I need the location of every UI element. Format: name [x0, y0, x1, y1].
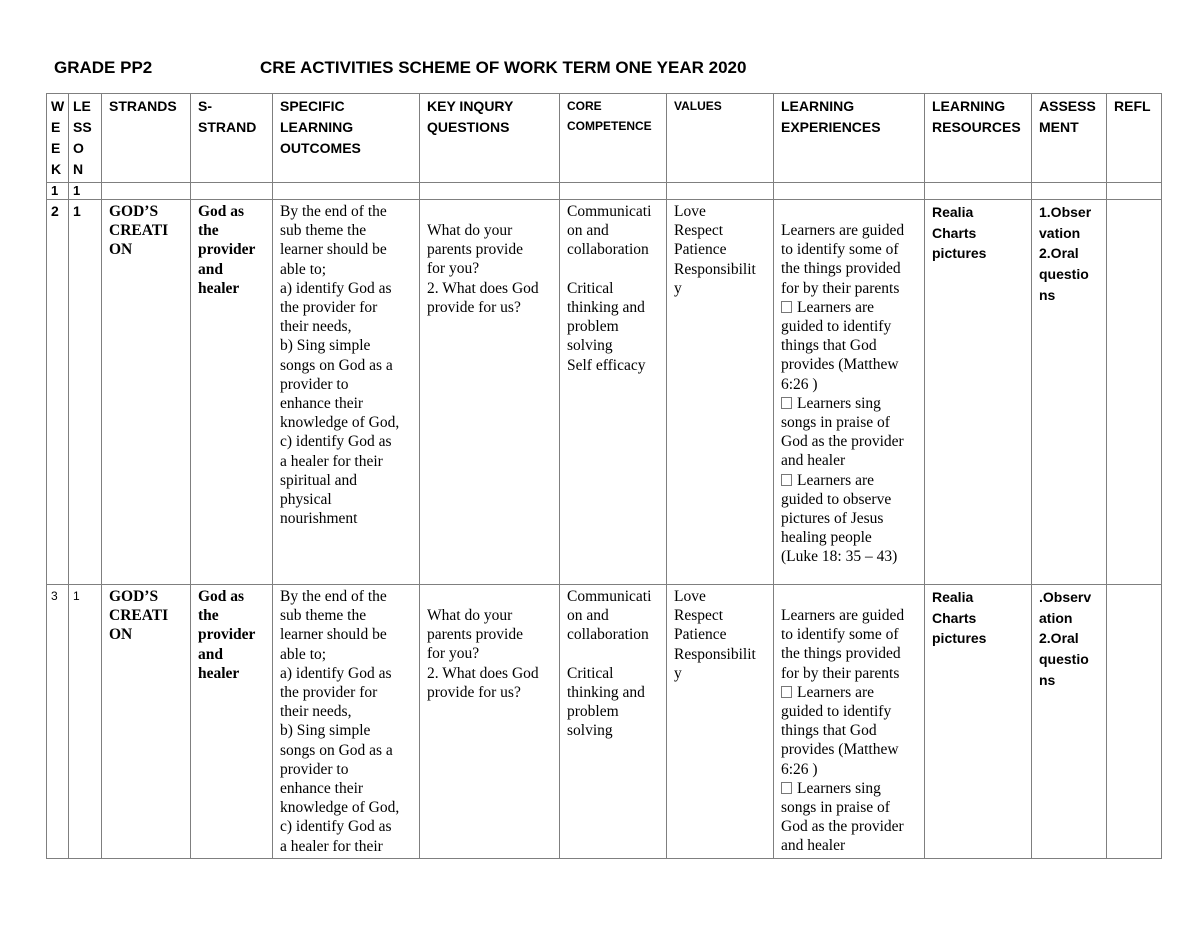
col-resources	[925, 94, 1032, 183]
bullet-text: things that God	[781, 337, 877, 355]
text-line: Communicati	[567, 588, 652, 605]
text-line: able to;	[280, 260, 327, 278]
text-line: GOD’S	[109, 588, 159, 605]
col-week	[47, 94, 69, 183]
questions-cell	[420, 200, 560, 585]
text-line: E	[51, 140, 61, 156]
bullet-box-icon	[781, 397, 792, 409]
text-line: God as	[198, 203, 245, 220]
header-row	[47, 94, 1162, 183]
bullet-line	[781, 336, 917, 355]
text-line: for by their parents	[781, 664, 900, 682]
bullet-line	[781, 760, 917, 779]
text-line: y	[674, 279, 682, 297]
bullet-box-icon	[781, 301, 792, 313]
text-line: nourishment	[280, 510, 358, 528]
text-line: Love	[674, 588, 706, 605]
text-line: ASSESS	[1039, 98, 1096, 114]
text-line: the provider for	[280, 684, 378, 702]
week-cell: 3	[47, 585, 69, 859]
text-line: GOD’S	[109, 203, 159, 220]
text-line: learner should be	[280, 241, 387, 259]
strand-cell	[102, 585, 191, 859]
empty-cell	[191, 183, 273, 200]
text-line: Love	[674, 203, 706, 220]
reflection-cell	[1107, 585, 1162, 859]
text-line: 2.Oral	[1039, 630, 1079, 647]
text-line: God as	[198, 588, 245, 605]
text-line: CREATI	[109, 222, 169, 240]
experiences-intro	[781, 221, 917, 298]
text-line: b) Sing simple	[280, 722, 371, 740]
text-line: able to;	[280, 645, 327, 663]
text-line: Respect	[674, 607, 724, 625]
text-line: to identify some of	[781, 626, 899, 644]
bullet-line	[781, 317, 917, 336]
text-line: collaboration	[567, 241, 649, 259]
bullet-text: Learners are	[797, 298, 875, 316]
text-line: questio	[1039, 266, 1089, 283]
text-line: What do your	[427, 222, 513, 239]
text-line: LEARNING	[932, 98, 1006, 114]
text-line: provide for us?	[427, 683, 521, 701]
text-line: By the end of the	[280, 588, 387, 605]
experiences-bullets	[781, 298, 917, 567]
text-line: Charts	[932, 609, 977, 626]
scheme-title: CRE ACTIVITIES SCHEME OF WORK TERM ONE YEAR 2020	[260, 58, 747, 77]
col-sub-strand	[191, 94, 273, 183]
text-line: knowledge of God,	[280, 414, 400, 432]
text-line: healer	[198, 279, 240, 297]
lesson-cell: 1	[69, 200, 102, 585]
text-line: healer	[198, 664, 240, 682]
bullet-text: songs in praise of	[781, 414, 890, 432]
assessment-cell	[1032, 585, 1107, 859]
questions-text	[427, 606, 552, 702]
text-line: ns	[1039, 286, 1056, 303]
text-line: S-	[198, 98, 212, 114]
text-line: QUESTIONS	[427, 119, 510, 135]
col-assessment	[1032, 94, 1107, 183]
numbering-week: 1	[47, 183, 69, 200]
text-line: Patience	[674, 626, 727, 644]
bullet-text: healing people	[781, 529, 872, 547]
experiences-bullets	[781, 683, 917, 856]
text-line: Responsibilit	[674, 645, 756, 663]
text-line: c) identify God as	[280, 433, 392, 451]
text-line: CORE	[567, 99, 602, 113]
col-strands: STRANDS	[102, 94, 191, 183]
outcomes-cell	[273, 200, 420, 585]
bullet-text: songs in praise of	[781, 799, 890, 817]
text-line: provider to	[280, 375, 349, 393]
text-line: a healer for their	[280, 452, 383, 470]
text-line: and	[198, 260, 223, 278]
bullet-line	[781, 528, 917, 547]
text-line: ON	[109, 626, 133, 644]
text-line: a) identify God as	[280, 664, 392, 682]
text-line: E	[51, 119, 61, 135]
bullet-text: pictures of Jesus	[781, 510, 884, 528]
text-line: O	[73, 140, 84, 156]
bullet-text: (Luke 18: 35 – 43)	[781, 548, 898, 566]
bullet-line	[781, 432, 917, 451]
text-line: .Observ	[1039, 589, 1092, 605]
text-line: the provider for	[280, 299, 378, 317]
table-row	[47, 585, 1162, 859]
text-line: LEARNING	[781, 98, 855, 114]
text-line: KEY INQURY	[427, 98, 514, 114]
competence-secondary	[567, 664, 659, 741]
text-line: c) identify God as	[280, 818, 392, 836]
bullet-line	[781, 702, 917, 721]
experiences-cell	[774, 585, 925, 859]
competence-primary	[567, 587, 659, 645]
experiences-intro	[781, 606, 917, 683]
text-line: ation	[1039, 609, 1073, 626]
text-line: Patience	[674, 241, 727, 259]
bullet-text: and healer	[781, 837, 846, 855]
text-line: a healer for their	[280, 837, 383, 855]
text-line: STRAND	[198, 119, 257, 135]
text-line: RESOURCES	[932, 119, 1021, 135]
text-line: physical	[280, 491, 332, 509]
sub-strand-cell	[191, 200, 273, 585]
text-line: ON	[109, 241, 133, 259]
text-line: problem	[567, 703, 619, 721]
text-line: a) identify God as	[280, 279, 392, 297]
col-lesson	[69, 94, 102, 183]
bullet-line	[781, 394, 917, 413]
text-line: vation	[1039, 224, 1081, 241]
resources-cell	[925, 200, 1032, 585]
text-line: for you?	[427, 645, 480, 663]
grade-label: GRADE PP2	[54, 58, 153, 77]
bullet-text: guided to identify	[781, 318, 892, 336]
text-line: for by their parents	[781, 279, 900, 297]
bullet-text: guided to identify	[781, 703, 892, 721]
reflection-cell	[1107, 200, 1162, 585]
bullet-text: provides (Matthew	[781, 741, 899, 759]
bullet-text: 6:26 )	[781, 760, 818, 778]
text-line: learner should be	[280, 626, 387, 644]
text-line: parents provide	[427, 241, 523, 259]
text-line: provider	[198, 241, 256, 259]
text-line: Charts	[932, 224, 977, 241]
text-line: Realia	[932, 204, 974, 220]
text-line: K	[51, 161, 62, 177]
text-line: on and	[567, 222, 609, 240]
text-line: sub theme the	[280, 222, 367, 240]
text-line: and	[198, 645, 223, 663]
col-questions	[420, 94, 560, 183]
bullet-line	[781, 298, 917, 317]
empty-cell	[420, 183, 560, 200]
text-line: LE	[73, 98, 91, 114]
text-line: Communicati	[567, 203, 652, 220]
values-cell	[667, 200, 774, 585]
values-cell	[667, 585, 774, 859]
text-line: questio	[1039, 651, 1089, 668]
week-cell: 2	[47, 200, 69, 585]
bullet-line	[781, 375, 917, 394]
text-line: SPECIFIC	[280, 98, 345, 114]
text-line: CREATI	[109, 607, 169, 625]
text-line: provider	[198, 626, 256, 644]
text-line: for you?	[427, 260, 480, 278]
bullet-box-icon	[781, 686, 792, 698]
empty-cell	[102, 183, 191, 200]
text-line: enhance their	[280, 780, 364, 798]
bullet-text: Learners are	[797, 683, 875, 701]
competence-cell	[560, 200, 667, 585]
text-line: Respect	[674, 222, 724, 240]
bullet-box-icon	[781, 474, 792, 486]
text-line: 2. What does God	[427, 664, 539, 682]
bullet-line	[781, 471, 917, 490]
col-reflection: REFL	[1107, 94, 1162, 183]
text-line: MENT	[1039, 119, 1079, 135]
text-line: b) Sing simple	[280, 337, 371, 355]
text-line: their needs,	[280, 318, 352, 336]
text-line: the	[198, 222, 219, 240]
bullet-text: Learners are	[797, 471, 875, 489]
text-line: enhance their	[280, 395, 364, 413]
text-line: W	[51, 98, 65, 114]
bullet-box-icon	[781, 782, 792, 794]
bullet-line	[781, 413, 917, 432]
col-competence	[560, 94, 667, 183]
assessment-cell	[1032, 200, 1107, 585]
empty-cell	[925, 183, 1032, 200]
text-line: to identify some of	[781, 241, 899, 259]
text-line: LEARNING	[280, 119, 354, 135]
col-outcomes	[273, 94, 420, 183]
text-line: knowledge of God,	[280, 799, 400, 817]
text-line: pictures	[932, 245, 987, 262]
numbering-row	[47, 183, 1162, 200]
text-line: Critical	[567, 279, 614, 297]
text-line: on and	[567, 607, 609, 625]
questions-cell	[420, 585, 560, 859]
text-line: N	[73, 161, 84, 177]
text-line: spiritual and	[280, 471, 358, 489]
text-line: Learners are guided	[781, 222, 905, 239]
competence-cell	[560, 585, 667, 859]
bullet-line	[781, 355, 917, 374]
text-line: sub theme the	[280, 607, 367, 625]
text-line: songs on God as a	[280, 356, 393, 374]
questions-text	[427, 221, 552, 317]
bullet-line	[781, 547, 917, 566]
bullet-line	[781, 451, 917, 470]
text-line: solving	[567, 722, 613, 740]
text-line: parents provide	[427, 626, 523, 644]
text-line: COMPETENCE	[567, 119, 652, 133]
text-line: collaboration	[567, 626, 649, 644]
text-line: the things provided	[781, 260, 901, 278]
text-line: provide for us?	[427, 298, 521, 316]
bullet-text: God as the provider	[781, 433, 904, 451]
outcomes-cell	[273, 585, 420, 859]
empty-cell	[273, 183, 420, 200]
col-experiences	[774, 94, 925, 183]
text-line: 1.Obser	[1039, 204, 1092, 220]
bullet-line	[781, 798, 917, 817]
col-values: VALUES	[667, 94, 774, 183]
text-line: problem	[567, 318, 619, 336]
bullet-line	[781, 779, 917, 798]
text-line: provider to	[280, 760, 349, 778]
text-line: Responsibilit	[674, 260, 756, 278]
text-line: 2.Oral	[1039, 245, 1079, 262]
text-line: SS	[73, 119, 92, 135]
resources-cell	[925, 585, 1032, 859]
bullet-line	[781, 509, 917, 528]
text-line: thinking and	[567, 299, 645, 316]
text-line: OUTCOMES	[280, 140, 361, 156]
scheme-of-work-table	[46, 93, 1162, 859]
competence-secondary	[567, 279, 659, 375]
text-line: solving	[567, 337, 613, 355]
bullet-text: Learners sing	[797, 394, 881, 412]
text-line: Realia	[932, 589, 974, 605]
competence-primary	[567, 202, 659, 260]
bullet-text: and healer	[781, 452, 846, 470]
experiences-cell	[774, 200, 925, 585]
text-line: 2. What does God	[427, 279, 539, 297]
bullet-text: guided to observe	[781, 490, 892, 508]
bullet-line	[781, 817, 917, 836]
bullet-line	[781, 683, 917, 702]
text-line: Self efficacy	[567, 356, 646, 374]
bullet-line	[781, 490, 917, 509]
lesson-cell: 1	[69, 585, 102, 859]
empty-cell	[560, 183, 667, 200]
text-line: thinking and	[567, 684, 645, 701]
text-line: songs on God as a	[280, 741, 393, 759]
text-line: EXPERIENCES	[781, 119, 881, 135]
empty-cell	[1032, 183, 1107, 200]
bullet-text: Learners sing	[797, 779, 881, 797]
text-line: their needs,	[280, 703, 352, 721]
text-line: pictures	[932, 630, 987, 647]
bullet-line	[781, 740, 917, 759]
text-line: ns	[1039, 671, 1056, 688]
empty-cell	[1107, 183, 1162, 200]
bullet-text: God as the provider	[781, 818, 904, 836]
table-row	[47, 200, 1162, 585]
bullet-text: things that God	[781, 722, 877, 740]
text-line: the things provided	[781, 645, 901, 663]
text-line: What do your	[427, 607, 513, 624]
text-line: the	[198, 607, 219, 625]
bullet-text: provides (Matthew	[781, 356, 899, 374]
bullet-text: 6:26 )	[781, 375, 818, 393]
text-line: By the end of the	[280, 203, 387, 220]
numbering-lesson: 1	[69, 183, 102, 200]
text-line: Learners are guided	[781, 607, 905, 624]
bullet-line	[781, 836, 917, 855]
sub-strand-cell	[191, 585, 273, 859]
text-line: Critical	[567, 664, 614, 682]
empty-cell	[774, 183, 925, 200]
text-line: y	[674, 664, 682, 682]
bullet-line	[781, 721, 917, 740]
empty-cell	[667, 183, 774, 200]
strand-cell	[102, 200, 191, 585]
